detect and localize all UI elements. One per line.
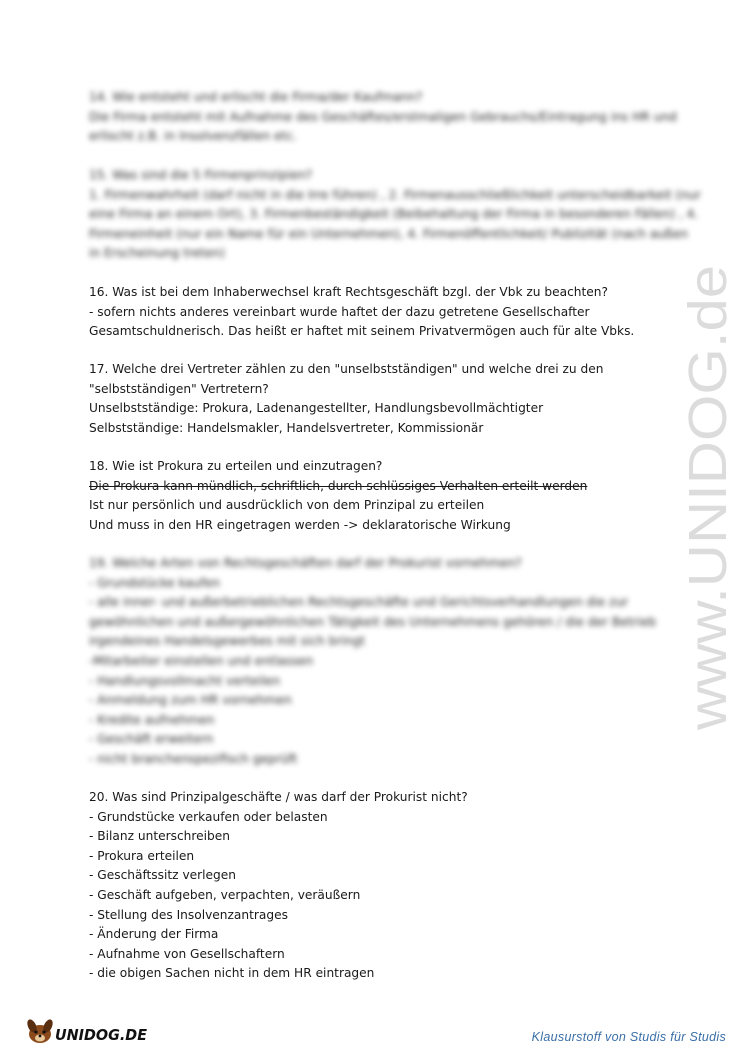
unidog-logo[interactable] — [22, 1012, 152, 1048]
q20-answer-line: - Geschäft aufgeben, verpachten, veräußern — [89, 887, 361, 902]
question-17-block — [89, 360, 689, 438]
question-18-block — [89, 457, 689, 535]
q15-heading: 15. Was sind die 5 Firmenprinzipien? — [89, 168, 313, 182]
question-19-block — [89, 554, 689, 770]
question-15-block — [89, 166, 701, 264]
q19-answer-line: irgendeines Handelsgewerbes mit sich bringt — [89, 634, 366, 649]
q19-answer-line: - Kredite aufnehmen — [89, 712, 215, 727]
q15-answer-line: eine Firma an einem Ort), 3. Firmenbeständigkeit (Beibehaltung der Firma in besonderen Fällen) , 4. — [89, 207, 699, 222]
q19-answer-line: - Anmeldung zum HR vornehmen — [89, 693, 292, 708]
watermark-text: www.UNIDOG.de — [678, 309, 738, 730]
q20-answer-line: - Aufnahme von Gesellschaftern — [89, 946, 285, 961]
q18-struck-line: Die Prokura kann mündlich, schriftlich, durch schlüssiges Verhalten erteilt werden — [89, 478, 588, 493]
q20-heading: 20. Was sind Prinzipalgeschäfte / was darf der Prokurist nicht? — [89, 790, 468, 804]
question-14-block — [89, 88, 689, 147]
q19-answer-line: gewöhnlichen und außergewöhnlichen Tätigkeit des Unternehmens gehören / die der Betrieb — [89, 614, 657, 629]
q19-answer-line: - Handlungsvollmacht verteilen — [89, 673, 281, 688]
q20-answer-line: - Geschäftssitz verlegen — [89, 868, 237, 883]
q19-answer-line: - Grundstücke kaufen — [89, 575, 221, 590]
q19-heading: 19. Welche Arten von Rechtsgeschäften darf der Prokurist vornehmen? — [89, 556, 522, 570]
q17-answer-line: Unselbstständige: Prokura, Ladenangestellter, Handlungsbevollmächtigter — [89, 401, 544, 416]
q18-answer-line: Ist nur persönlich und ausdrücklich von dem Prinzipal zu erteilen — [89, 498, 485, 513]
q19-answer-line: - nicht branchenspezifisch geprüft — [89, 751, 298, 766]
q16-answer-line: - sofern nichts anderes vereinbart wurde haftet der dazu getretene Gesellschafter — [89, 304, 590, 319]
dog-icon — [25, 1018, 54, 1043]
q20-answer-line: - Änderung der Firma — [89, 927, 219, 942]
footer-tagline: Klausurstoff von Studis für Studis — [531, 1030, 726, 1044]
q17-answer-line: Selbstständige: Handelsmakler, Handelsvertreter, Kommissionär — [89, 420, 484, 435]
q17-heading: "selbstständigen" Vertretern? — [89, 381, 269, 396]
question-16-block — [89, 283, 689, 342]
q18-heading: 18. Wie ist Prokura zu erteilen und einzutragen? — [89, 459, 383, 473]
q20-answer-line: - Bilanz unterschreiben — [89, 829, 230, 844]
q15-answer-line: Firmeneinheit (nur ein Name für ein Unternehmen), 4. Firmenöffentlichkeit/ Publizität (nach außen — [89, 226, 688, 241]
q16-heading: 16. Was ist bei dem Inhaberwechsel kraft Rechtsgeschäft bzgl. der Vbk zu beachten? — [89, 285, 609, 299]
q18-answer-line: Und muss in den HR eingetragen werden -> deklaratorische Wirkung — [89, 517, 511, 532]
q14-heading: 14. Wie entsteht und erlischt die Firma/der Kaufmann? — [89, 90, 423, 104]
q14-answer-line: Die Firma entsteht mit Aufnahme des Geschäftes/erstmaligen Gebrauchs/Eintragung ins HR und — [89, 109, 677, 124]
q15-answer-line: 1. Firmenwahrheit (darf nicht in die Irre führen) , 2. Firmenausschließlichkeit unterscheidbarkeit (nur — [89, 187, 701, 202]
unidog-watermark — [668, 262, 748, 732]
q16-answer-line: Gesamtschuldnerisch. Das heißt er haftet mit seinem Privatvermögen auch für alte Vbks. — [89, 324, 635, 339]
q15-answer-line: in Erscheinung treten) — [89, 246, 225, 261]
logo-text: UNIDOG.DE — [55, 1026, 148, 1044]
q19-answer-line: - Geschäft erweitern — [89, 732, 214, 747]
q20-answer-line: - Prokura erteilen — [89, 848, 195, 863]
question-20-block — [89, 788, 689, 984]
q19-answer-line: -Mitarbeiter einstellen und entlassen — [89, 653, 314, 668]
q20-answer-line: - Stellung des Insolvenzantrages — [89, 907, 288, 922]
q19-answer-line: - alle inner- und außerbetrieblichen Rechtsgeschäfte und Gerichtsverhandlungen die zur — [89, 595, 629, 610]
q20-answer-line: - die obigen Sachen nicht in dem HR eintragen — [89, 966, 375, 981]
q17-heading: 17. Welche drei Vertreter zählen zu den "unselbstständigen" und welche drei zu den — [89, 362, 604, 376]
q14-answer-line: erlischt z.B. in Insolvenzfällen etc. — [89, 129, 297, 144]
q20-answer-line: - Grundstücke verkaufen oder belasten — [89, 809, 328, 824]
